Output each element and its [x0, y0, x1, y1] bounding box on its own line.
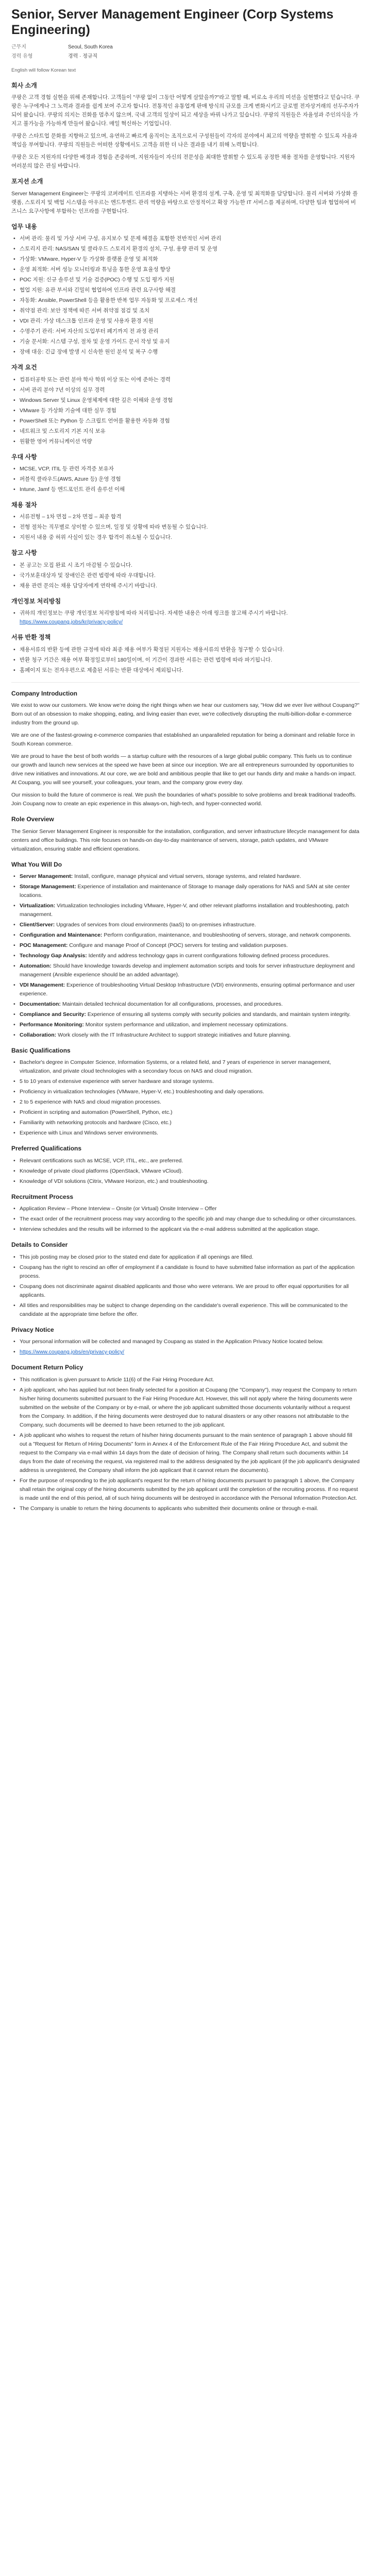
privacy-text: 귀하의 개인정보는 쿠팡 개인정보 처리방침에 따라 처리됩니다. 자세한 내용은 아래 링크를 참고해 주시기 바랍니다.	[20, 610, 288, 617]
bullet-list	[11, 1058, 360, 1138]
section-heading: 업무 내용	[11, 223, 37, 230]
list-item: • 장애 대응: 긴급 장애 발생 시 신속한 원인 분석 및 복구 수행	[11, 348, 360, 357]
paragraph: 쿠팡은 스타트업 문화를 지향하고 있으며, 유연하고 빠르게 움직이는 조직으로서 구성원들이 각자의 분야에서 최고의 역량을 발휘할 수 있도록 자율과 책임을 부여합니다. 쿠팡의 직원들은 어떠한 상황에서도 고객을 위한 더 나은 결과를 내기 위해 노력합니다.	[11, 133, 358, 148]
list-item	[11, 609, 360, 626]
list-item: • Intune, Jamf 등 엔드포인트 관리 솔루션 이해	[11, 485, 360, 494]
bullet-list	[11, 609, 360, 626]
list-item-term: Documentation:	[20, 1001, 61, 1007]
list-item	[11, 883, 360, 900]
en-basic-qualifications	[11, 1046, 360, 1138]
en-document-return	[11, 1363, 360, 1513]
list-item: • Proficiency in virtualization technologies (VMware, Hyper-V, etc.) troubleshooting and daily operations.	[11, 1088, 360, 1096]
list-item: • 2 to 5 experience with NAS and cloud migration processes.	[11, 1098, 360, 1107]
list-item-text: Experience of ensuring all systems comply with security policies and standards, and maintain system integrity.	[87, 1011, 351, 1018]
meta-value: 경력 · 정규직	[68, 54, 98, 60]
bullet-list	[11, 1376, 360, 1513]
job-posting	[11, 7, 360, 1513]
paragraph: 쿠팡은 모든 지원자의 다양한 배경과 경험을 존중하며, 지원자들이 자신의 전문성을 최대한 발휘할 수 있도록 공정한 채용 절차를 운영합니다. 지원자 여러분의 많은 관심 바랍니다.	[11, 154, 355, 170]
list-item	[11, 1000, 360, 1009]
list-item: • 가상화: VMware, Hyper-V 등 가상화 플랫폼 운영 및 최적화	[11, 255, 360, 264]
bullet-list	[11, 376, 360, 446]
list-item: • VMware 등 가상화 기술에 대한 실무 경험	[11, 406, 360, 415]
list-item-text: Maintain detailed technical documentation for all configurations, processes, and procedures.	[62, 1001, 283, 1007]
list-item: • This job posting may be closed prior to the stated end date for application if all openings are filled.	[11, 1253, 360, 1262]
section-heading: Preferred Qualifications	[11, 1145, 82, 1153]
ko-recruitment-process	[11, 500, 360, 542]
ko-basic-qualifications	[11, 363, 360, 446]
bullet-list	[11, 1157, 360, 1186]
list-item: • 서버 관리: 물리 및 가상 서버 구성, 유지보수 및 문제 해결을 포함한 전반적인 서버 관리	[11, 234, 360, 243]
list-item: • POC 지원: 신규 솔루션 및 기술 검증(POC) 수행 및 도입 평가 지원	[11, 276, 360, 284]
en-duties	[11, 860, 360, 1040]
section-heading: 서류 반환 정책	[11, 634, 51, 641]
section-heading: 자격 요건	[11, 364, 37, 371]
bullet-list	[11, 872, 360, 1040]
paragraph: Server Management Engineer는 쿠팡의 코퍼레이트 인프라를 지탱하는 서버 환경의 설계, 구축, 운영 및 최적화를 담당합니다. 물리 서버와 가상화 플랫폼, 스토리지 및 백업 시스템을 아우르는 엔드투엔드 관리 역량을 바탕으로 안정적이고 확장 가능한 IT 서비스를 제공하며, 다양한 팀과 협업하여 비즈니스 요구사항에 부합하는 인프라를 구현합니다.	[11, 190, 358, 214]
paragraph: 쿠팡은 고객 경험 실현을 위해 존재합니다. 고객들이 "쿠팡 없이 그동안 어떻게 살았을까?"라고 말할 때, 비로소 우리의 미션을 실현했다고 믿습니다. 쿠팡은 누구에게나 그 노력과 결과를 쉽게 보여 주고자 합니다. 전통적인 유통업계 판매 방식의 규모를 크게 변화시키고 글로벌 전자상거래의 선두주자가 되어 왔습니다. 쿠팡의 의지는 진화를 멈추지 않으며, 국내 고객의 일상이 되고 세상을 바꿔 나가고 있습니다. 쿠팡의 직원들은 자율성과 주인의식을 가지고 불가능을 가능하게 만들어 왔습니다. 매일 혁신하는 기업입니다.	[11, 94, 360, 127]
list-item	[11, 952, 360, 960]
list-item	[11, 962, 360, 979]
list-item: • 협업 지원: 유관 부서와 긴밀히 협업하여 인프라 관련 요구사항 해결	[11, 286, 360, 295]
list-item-term: Client/Server:	[20, 922, 55, 928]
language-note: English will follow Korean text	[11, 67, 76, 74]
en-role-overview	[11, 815, 360, 853]
list-item-text: Work closely with the IT Infrastructure Architect to support strategic initiatives and future planning.	[58, 1032, 291, 1038]
list-item-term: Automation:	[20, 963, 52, 969]
list-item-term: Technology Gap Analysis:	[20, 953, 87, 959]
list-item-term: Performance Monitoring:	[20, 1022, 84, 1028]
list-item: • 퍼블릭 클라우드(AWS, Azure 등) 운영 경험	[11, 475, 360, 484]
list-item-text: Virtualization technologies including VMware, Hyper-V, and other relevant platforms installation and troubleshooting, patch management.	[20, 903, 349, 918]
section-heading: Basic Qualifications	[11, 1047, 71, 1054]
en-privacy-notice	[11, 1325, 360, 1357]
list-item: • 기술 문서화: 시스템 구성, 절차 및 운영 가이드 문서 작성 및 유지	[11, 337, 360, 346]
section-heading: Document Return Policy	[11, 1364, 83, 1371]
list-item: • The exact order of the recruitment process may vary according to the specific job and may change due to scheduling or other circumstances.	[11, 1215, 360, 1224]
paragraph: Our mission to build the future of commerce is real. We push the boundaries of what's possible to solve problems and break traditional tradeoffs. Join Coupang now to create an epic experience in this always-on, high-tech, and hyper-connected world.	[11, 792, 357, 807]
section-heading: 회사 소개	[11, 81, 37, 89]
meta-row	[11, 43, 121, 52]
list-item: • 지원서 내용 중 허위 사실이 있는 경우 합격이 취소될 수 있습니다.	[11, 533, 360, 542]
section-heading: Role Overview	[11, 816, 54, 823]
list-item: • The Company is unable to return the hiring documents to applicants who submitted their documents online or through e-mail.	[11, 1504, 360, 1513]
privacy-text: Your personal information will be collected and managed by Coupang as stated in the Application Privacy Notice located below.	[20, 1338, 324, 1345]
list-item-term: Compliance and Security:	[20, 1011, 86, 1018]
english-section	[11, 689, 360, 1513]
list-item-term: POC Management:	[20, 942, 68, 948]
list-item: • PowerShell 또는 Python 등 스크립트 언어를 활용한 자동화 경험	[11, 417, 360, 426]
list-item	[11, 931, 360, 940]
ko-privacy-notice	[11, 597, 360, 626]
list-item-text: Experience of installation and maintenance of Storage to manage daily operations for NAS and SAN at site center locations.	[20, 884, 350, 899]
list-item-term: Server Management:	[20, 873, 73, 879]
list-item: • 서버 관리 분야 7년 이상의 실무 경력	[11, 386, 360, 395]
en-company-intro	[11, 689, 360, 808]
list-item: • 채용서류의 반환 등에 관한 규정에 따라 최종 채용 여부가 확정된 지원자는 채용서류의 반환을 청구할 수 있습니다.	[11, 646, 360, 654]
list-item: • Bachelor's degree in Computer Science, Information Systems, or a related field, and 7 years of experience in server management, virtualization, and private cloud technologies with a secondary focus on NAS and cloud migration.	[11, 1058, 360, 1076]
section-heading: 참고 사항	[11, 549, 37, 557]
list-item	[11, 1021, 360, 1029]
meta-key: 경력 유형	[11, 54, 33, 60]
section-heading: 우대 사항	[11, 453, 37, 461]
list-item	[11, 941, 360, 950]
list-item: • Application Review – Phone Interview – Onsite (or Virtual) Onsite Interview – Offer	[11, 1205, 360, 1213]
list-item: • A job applicant who wishes to request the return of his/her hiring documents pursuant to the main sentence of paragraph 1 above should fill out a "Request for Return of Hiring Documents" form in Annex 4 of the Enforcement Rule of the Fair Hiring Procedure Act, and submit the request to the Company via e-mail within 14 days from the date of decision of hiring. The Company shall return such documents within 14 days from the date of receiving the request, via registered mail to the address designated by the job applicant (if the job applicant's designated address is unregistered, the Company shall inform the job applicant that it cannot return the documents).	[11, 1431, 360, 1475]
list-item	[11, 921, 360, 929]
list-item: • Windows Server 및 Linux 운영체제에 대한 깊은 이해와 운영 경험	[11, 396, 360, 405]
meta-key: 근무지	[11, 44, 26, 50]
ko-role-overview	[11, 177, 360, 215]
paragraph: We are one of the fastest-growing e-commerce companies that established an unparalleled reputation for being a dominant and reliable force in South Korean commerce.	[11, 732, 355, 748]
list-item-text: Identify and address technology gaps in current configurations following defined process procedures.	[88, 953, 330, 959]
list-item-term: Storage Management:	[20, 884, 76, 890]
ko-duties	[11, 222, 360, 357]
meta-value: Seoul, South Korea	[68, 44, 113, 50]
list-item: • 서류전형 – 1차 면접 – 2차 면접 – 최종 합격	[11, 513, 360, 521]
list-item: • Coupang has the right to rescind an offer of employment if a candidate is found to have submitted false information as part of the application process.	[11, 1263, 360, 1281]
list-item: • 스토리지 관리: NAS/SAN 및 클라우드 스토리지 환경의 설치, 구성, 용량 관리 및 운영	[11, 245, 360, 253]
paragraph: The Senior Server Management Engineer is responsible for the installation, configuration, and server infrastructure lifecycle management for data centers and office buildings. This role focuses on hands-on day-to-day maintenance of servers, storage, patch updates, and VMware virtualization, ensuring stable and efficient operations.	[11, 828, 360, 852]
list-item: • Interview schedules and the results will be informed to the applicant via the e-mail address submitted at the application stage.	[11, 1225, 360, 1234]
list-item: • 네트워크 및 스토리지 기본 지식 보유	[11, 427, 360, 436]
bullet-list	[11, 1253, 360, 1319]
job-title: Senior, Server Management Engineer (Corp Systems Engineering)	[11, 7, 334, 37]
section-heading: What You Will Do	[11, 860, 62, 868]
list-item: • 5 to 10 years of extensive experience with server hardware and storage systems.	[11, 1077, 360, 1086]
list-item-text: Perform configuration, maintenance, and troubleshooting of servers, storage, and network components.	[104, 932, 351, 938]
list-item: • Knowledge of private cloud platforms (OpenStack, VMware vCloud).	[11, 1167, 360, 1176]
list-item: • MCSE, VCP, ITIL 등 관련 자격증 보유자	[11, 465, 360, 473]
list-item	[11, 902, 360, 919]
ko-company-intro	[11, 81, 360, 171]
list-item: • A job applicant, who has applied but not been finally selected for a position at Coupang (the "Company"), may request the Company to return his/her hiring documents submitted pursuant to the Fair Hiring Procedure Act. However, this will not apply where the hiring documents were submitted on the website of the Company or by e-mail, or where the job applicant submitted those documents voluntarily without a request from the Company. In addition, if the hiring documents were destroyed due to natural disasters or any other reasons not attributable to the Company, such documents will be deemed to have been returned to the job applicant.	[11, 1386, 360, 1430]
bullet-list	[11, 1337, 360, 1357]
list-item: • 홈페이지 또는 전자우편으로 제출된 서류는 반환 대상에서 제외됩니다.	[11, 666, 360, 675]
list-item: • For the purpose of responding to the job applicant's request for the return of hiring documents pursuant to paragraph 1 above, the Company shall retain the original copy of the hiring documents submitted by the job applicant until the completion of the recruiting process. If no request is made until the end of this period, all of such hiring documents will be destroyed in accordance with the Personal Information Protection Act.	[11, 1477, 360, 1503]
list-item: • VDI 관리: 가상 데스크톱 인프라 운영 및 사용자 환경 지원	[11, 317, 360, 326]
list-item-text: Configure and manage Proof of Concept (POC) servers for testing and validation purposes.	[69, 942, 288, 948]
list-item-term: Configuration and Maintenance:	[20, 932, 103, 938]
list-item-text: Upgrades of services from cloud environments (IaaS) to on-premises infrastructure.	[56, 922, 256, 928]
section-heading: 포지션 소개	[11, 178, 43, 185]
section-heading: Privacy Notice	[11, 1326, 54, 1333]
bullet-list	[11, 1205, 360, 1234]
list-item: • Experience with Linux and Windows server environments.	[11, 1129, 360, 1138]
list-item: • 운영 최적화: 서버 성능 모니터링과 튜닝을 통한 운영 효율성 향상	[11, 265, 360, 274]
list-item-text: Should have knowledge towards develop and implement automation scripts and tools for server infrastructure deployment and management (Ansible experience should be an added advantage).	[20, 963, 355, 978]
bullet-list	[11, 234, 360, 357]
meta-row	[11, 52, 121, 61]
list-item: • All titles and responsibilities may be subject to change depending on the candidate's overall experience. This will be communicated to the candidate at the appropriate time before the offer.	[11, 1301, 360, 1319]
list-item	[11, 981, 360, 998]
list-item	[11, 1348, 360, 1357]
list-item: • 수명주기 관리: 서버 자산의 도입부터 폐기까지 전 과정 관리	[11, 327, 360, 336]
section-heading: 개인정보 처리방침	[11, 597, 61, 605]
section-heading: Details to Consider	[11, 1241, 68, 1249]
en-recruitment-process	[11, 1192, 360, 1234]
bullet-list	[11, 465, 360, 494]
bullet-list	[11, 513, 360, 542]
list-item-term: VDI Management:	[20, 982, 65, 988]
privacy-policy-link[interactable]: https://www.coupang.jobs/en/privacy-policy/	[20, 1349, 125, 1355]
en-preferred-qualifications	[11, 1144, 360, 1185]
en-details	[11, 1240, 360, 1318]
section-heading: 채용 절차	[11, 501, 37, 509]
list-item: • 반환 청구 기간은 채용 여부 확정일로부터 180일이며, 이 기간이 경과한 서류는 관련 법령에 따라 파기됩니다.	[11, 656, 360, 665]
list-item: • Familiarity with networking protocols and hardware (Cisco, etc.)	[11, 1118, 360, 1127]
job-meta-table	[11, 43, 121, 61]
list-item-text: Install, configure, manage physical and virtual servers, storage systems, and related hardware.	[74, 873, 301, 879]
bullet-list	[11, 561, 360, 590]
list-item: • 국가보훈대상자 및 장애인은 관련 법령에 따라 우대합니다.	[11, 571, 360, 580]
section-heading: Company Introduction	[11, 689, 77, 697]
ko-document-return	[11, 633, 360, 674]
list-item: • 전형 절차는 직무별로 상이할 수 있으며, 일정 및 상황에 따라 변동될 수 있습니다.	[11, 523, 360, 532]
list-item-text: Monitor system performance and utilization, and implement necessary optimizations.	[85, 1022, 288, 1028]
bullet-list	[11, 646, 360, 675]
list-item	[11, 1337, 360, 1346]
list-item	[11, 872, 360, 881]
list-item	[11, 1031, 360, 1040]
list-item: • 채용 관련 문의는 채용 담당자에게 연락해 주시기 바랍니다.	[11, 582, 360, 590]
list-item-term: Virtualization:	[20, 903, 56, 909]
list-item: • Coupang does not discriminate against disabled applicants and those who were veterans. We are proud to offer equal opportunities for all applicants.	[11, 1282, 360, 1300]
korean-section	[11, 81, 360, 675]
list-item: • Knowledge of VDI solutions (Citrix, VMware Horizon, etc.) and troubleshooting.	[11, 1177, 360, 1186]
list-item: • 컴퓨터공학 또는 관련 분야 학사 학위 이상 또는 이에 준하는 경력	[11, 376, 360, 384]
list-item	[11, 1010, 360, 1019]
list-item-term: Collaboration:	[20, 1032, 57, 1038]
language-divider	[11, 682, 360, 683]
list-item: • 본 공고는 모집 완료 시 조기 마감될 수 있습니다.	[11, 561, 360, 570]
list-item: • This notification is given pursuant to Article 11(6) of the Fair Hiring Procedure Act.	[11, 1376, 360, 1384]
list-item: • 원활한 영어 커뮤니케이션 역량	[11, 437, 360, 446]
paragraph: We exist to wow our customers. We know we're doing the right things when we hear our customers say, "How did we ever live without Coupang?" Born out of an obsession to make shopping, eating, and living easier than ever, we're collectively disrupting the multi-billion-dollar e-commerce industry from the ground up.	[11, 702, 360, 726]
list-item-text: Experience of troubleshooting Virtual Desktop Infrastructure (VDI) environments, ensuring optimal performance and user experience.	[20, 982, 355, 997]
list-item: • Proficient in scripting and automation (PowerShell, Python, etc.)	[11, 1108, 360, 1117]
paragraph: We are proud to have the best of both worlds — a startup culture with the resources of a large global public company. This fuels us to continue our growth and launch new services at the speed we have been at since our inception. We are all entrepreneurs surrounded by opportunities to drive new initiatives and innovations. At our core, we are bold and ambitious people that like to get our hands dirty and make a hands-on impact. At Coupang, you will see yourself, your colleagues, your team, and the company grow every day.	[11, 753, 356, 786]
list-item: • Relevant certifications such as MCSE, VCP, ITIL, etc., are preferred.	[11, 1157, 360, 1165]
ko-details	[11, 548, 360, 590]
ko-preferred-qualifications	[11, 452, 360, 494]
list-item: • 취약점 관리: 보안 정책에 따른 서버 취약점 점검 및 조치	[11, 307, 360, 315]
list-item: • 자동화: Ansible, PowerShell 등을 활용한 반복 업무 자동화 및 프로세스 개선	[11, 296, 360, 305]
section-heading: Recruitment Process	[11, 1193, 74, 1200]
privacy-policy-link[interactable]: https://www.coupang.jobs/kr/privacy-policy/	[20, 619, 123, 625]
